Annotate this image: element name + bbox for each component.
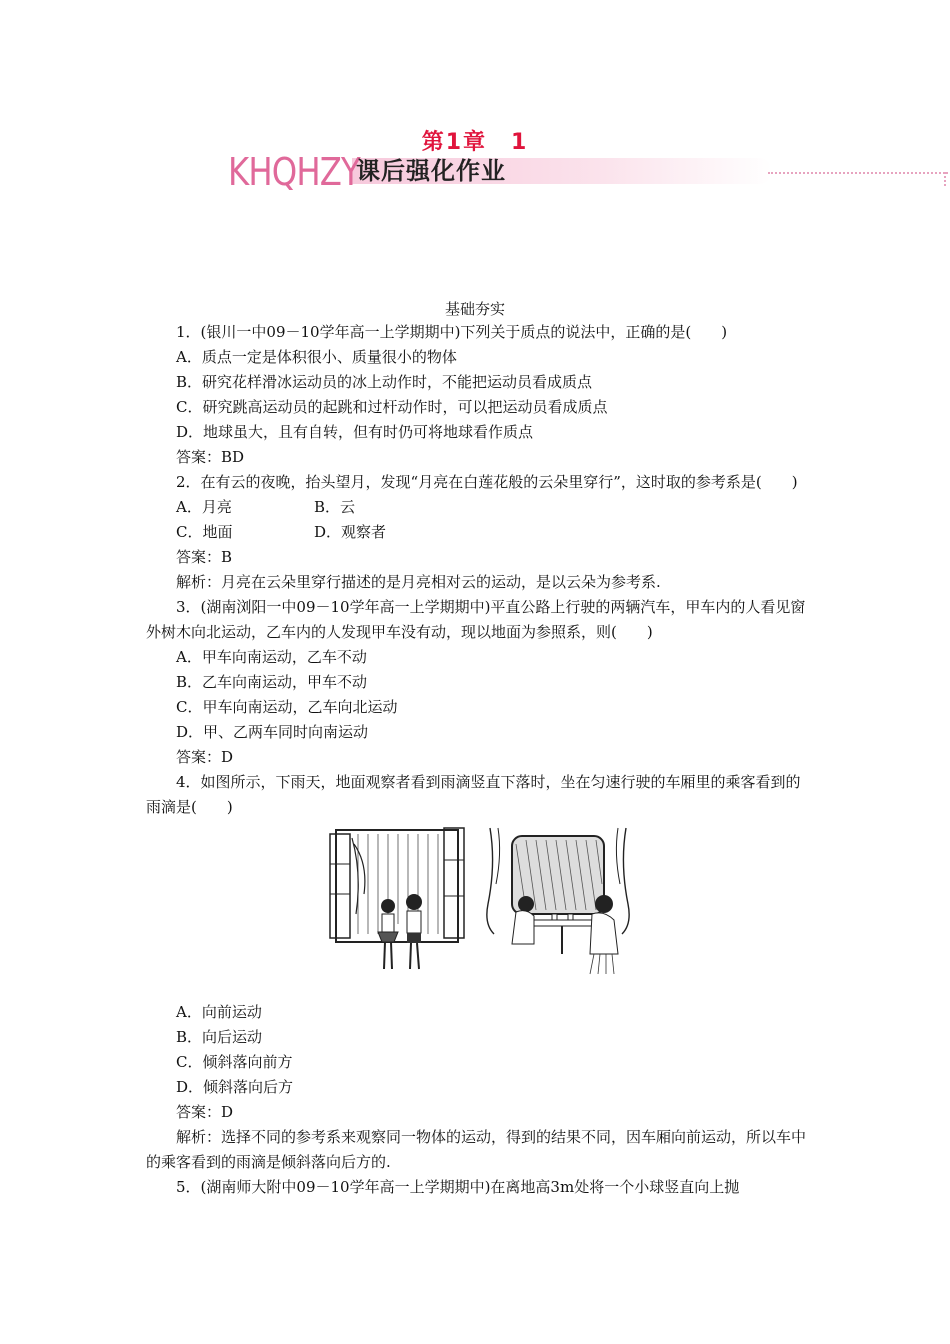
- q2-analysis: 解析：月亮在云朵里穿行描述的是月亮相对云的运动，是以云朵为参考系.: [176, 573, 661, 591]
- q4-option-c: C．倾斜落向前方: [176, 1053, 293, 1071]
- window-children-illustration: [328, 824, 466, 984]
- q1-option-b: B．研究花样滑冰运动员的冰上动作时，不能把运动员看成质点: [176, 373, 593, 391]
- q3-answer: 答案：D: [176, 748, 234, 766]
- q2-option-c: C．地面: [176, 523, 233, 541]
- q3-option-a: A．甲车向南运动，乙车不动: [176, 648, 367, 666]
- q3-option-b: B．乙车向南运动，甲车不动: [176, 673, 368, 691]
- q2-options-row-2: [146, 520, 814, 545]
- content: [146, 320, 814, 1200]
- chapter-title: 第1章 1: [421, 130, 529, 155]
- train-passengers-illustration: [482, 824, 634, 984]
- q1-stem: 1．(银川一中09－10学年高一上学期期中)下列关于质点的说法中，正确的是( ): [176, 323, 728, 341]
- rain-figure: [146, 824, 814, 994]
- q4-option-d: D．倾斜落向后方: [176, 1078, 294, 1096]
- q1-option-c: C．研究跳高运动员的起跳和过杆动作时，可以把运动员看成质点: [176, 398, 608, 416]
- q3-stem: 3．(湖南浏阳一中09－10学年高一上学期期中)平直公路上行驶的两辆汽车，甲车内的人看见窗外树木向北运动，乙车内的人发现甲车没有动，现以地面为参照系，则( ): [146, 598, 806, 641]
- q2-option-a: A．月亮: [176, 498, 232, 516]
- homework-banner: [228, 152, 728, 196]
- q4-stem: 4．如图所示，下雨天，地面观察者看到雨滴竖直下落时，坐在匀速行驶的车厢里的乘客看到的雨滴是( ): [146, 773, 801, 816]
- q2-option-b: B．云: [314, 498, 356, 516]
- banner-dotted-tail: [944, 172, 946, 186]
- q4-option-b: B．向后运动: [176, 1028, 263, 1046]
- banner-label: 课后强化作业: [356, 157, 506, 185]
- q5-stem: 5．(湖南师大附中09－10学年高一上学期期中)在离地高3m处将一个小球竖直向上抛: [176, 1178, 740, 1196]
- q1-option-a: A．质点一定是体积很小、质量很小的物体: [176, 348, 457, 366]
- q4-option-a: A．向前运动: [176, 1003, 262, 1021]
- q3-option-c: C．甲车向南运动，乙车向北运动: [176, 698, 398, 716]
- q1-option-d: D．地球虽大，且有自转，但有时仍可将地球看作质点: [176, 423, 534, 441]
- q2-options-row-1: [146, 495, 814, 520]
- q1-answer: 答案：BD: [176, 448, 245, 466]
- q2-stem: 2．在有云的夜晚，抬头望月，发现“月亮在白莲花般的云朵里穿行”，这时取的参考系是( ): [176, 473, 798, 491]
- banner-code: KHQHZY: [228, 150, 360, 194]
- banner-dotted-line: [768, 172, 948, 174]
- q4-analysis: 解析：选择不同的参考系来观察同一物体的运动，得到的结果不同，因车厢向前运动，所以车中的乘客看到的雨滴是倾斜落向后方的.: [146, 1128, 807, 1171]
- q2-answer: 答案：B: [176, 548, 233, 566]
- section-title: 基础夯实: [444, 300, 505, 318]
- q4-answer: 答案：D: [176, 1103, 234, 1121]
- q3-option-d: D．甲、乙两车同时向南运动: [176, 723, 369, 741]
- q2-option-d: D．观察者: [314, 523, 387, 541]
